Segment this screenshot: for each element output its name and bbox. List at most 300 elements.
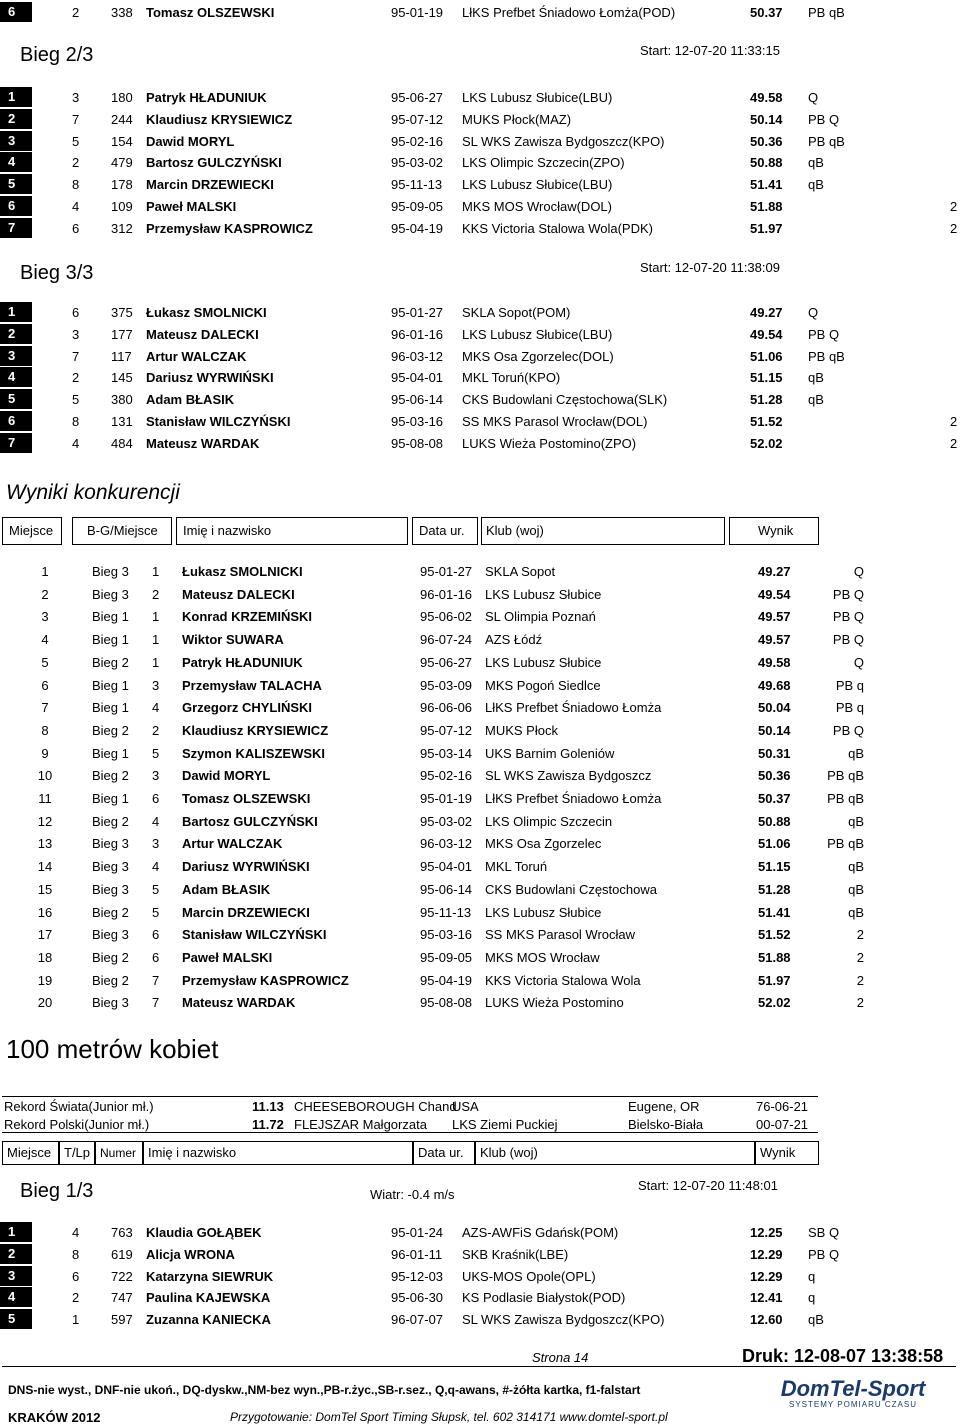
athlete-name: Katarzyna SIEWRUK <box>146 1268 274 1284</box>
birth-date: 95-01-24 <box>391 1225 444 1240</box>
bib-cell: 177 <box>111 326 133 342</box>
place-badge: 2 <box>0 1244 32 1264</box>
place-badge: 1 <box>0 302 32 322</box>
table-row <box>0 992 960 1014</box>
result-cell: 51.15 <box>758 859 791 875</box>
club-cell: LUKS Wieża Postomino <box>485 995 624 1011</box>
athlete-name: Artur WALCZAK <box>146 348 247 364</box>
athlete-name: Bartosz GULCZYŃSKI <box>182 813 318 829</box>
table-row <box>0 652 960 674</box>
club-cell: KS Podlasie Białystok(POD) <box>462 1290 626 1306</box>
qualification-note: q <box>808 1268 816 1284</box>
heat-start-time: Start: 12-07-20 11:48:01 <box>638 1178 778 1193</box>
bib-cell: 380 <box>111 392 133 408</box>
qualification-note: PB Q <box>808 111 840 127</box>
club-cell: MKS Osa Zgorzelec(DOL) <box>462 348 614 364</box>
bib-cell: 338 <box>111 5 133 20</box>
record-label: Rekord Polski(Junior mł.) <box>4 1117 150 1132</box>
result-cell: 51.88 <box>750 199 783 214</box>
bib-cell: 244 <box>111 111 133 127</box>
birth-date: 95-03-14 <box>420 745 473 761</box>
qualification-note: PB Q <box>832 632 864 648</box>
record-date: 00-07-21 <box>756 1117 809 1132</box>
athlete-name: Marcin DRZEWIECKI <box>182 904 310 920</box>
place-cell: 5 <box>41 654 49 670</box>
bib-cell: 763 <box>111 1225 133 1240</box>
lane-cell: 3 <box>72 90 80 105</box>
bib-cell: 375 <box>111 305 133 320</box>
place-cell: 13 <box>37 836 53 852</box>
athlete-name: Adam BŁASIK <box>146 392 235 408</box>
place-cell: 8 <box>41 722 49 738</box>
record-holder: FLEJSZAR Małgorzata <box>294 1117 427 1132</box>
place-badge: 3 <box>0 1266 32 1286</box>
place-cell: 6 <box>41 677 49 693</box>
lane-cell: 7 <box>72 111 80 127</box>
birth-date: 95-06-30 <box>391 1290 444 1306</box>
club-cell: LKS Lubusz Słubice <box>485 586 602 602</box>
place-badge: 5 <box>0 1309 32 1329</box>
table-row <box>0 433 960 455</box>
heat-cell: Bieg 2 <box>92 813 129 829</box>
club-cell: SS MKS Parasol Wrocław <box>485 927 636 943</box>
heat-place-cell: 1 <box>152 632 160 648</box>
athlete-name: Przemysław KASPROWICZ <box>182 972 349 988</box>
record-holder: CHEESEBOROUGH Chand <box>294 1099 457 1114</box>
result-cell: 51.15 <box>750 370 783 386</box>
result-cell: 50.31 <box>758 745 791 761</box>
place-cell: 4 <box>41 632 49 648</box>
qualification-note: PB qB <box>827 836 864 852</box>
birth-date: 95-11-13 <box>391 177 443 193</box>
table-row <box>0 324 960 346</box>
club-cell: SL WKS Zawisza Bydgoszcz(KPO) <box>462 1312 665 1328</box>
result-cell: 52.02 <box>750 435 783 451</box>
result-cell: 49.58 <box>758 654 791 670</box>
result-cell: 50.36 <box>750 133 783 149</box>
table-row <box>0 152 960 174</box>
result-cell: 50.37 <box>758 791 791 806</box>
qualification-note: PB Q <box>832 609 864 625</box>
city-year: KRAKÓW 2012 <box>8 1410 101 1425</box>
lane-cell: 8 <box>72 177 80 193</box>
table-row <box>0 87 960 109</box>
place-badge: 2 <box>0 324 32 344</box>
place-cell: 9 <box>41 745 49 761</box>
record-result: 11.72 <box>252 1117 284 1132</box>
club-cell: SKB Kraśnik(LBE) <box>462 1246 569 1262</box>
bib-cell: 619 <box>111 1246 133 1262</box>
result-cell: 50.14 <box>758 722 791 738</box>
header-place: Miejsce <box>2 517 62 545</box>
place-badge: 5 <box>0 389 32 409</box>
heat-start-time: Start: 12-07-20 11:33:15 <box>640 43 780 58</box>
extra-cell: 2 <box>950 220 958 236</box>
athlete-name: Klaudia GOŁĄBEK <box>146 1225 262 1240</box>
result-cell: 12.41 <box>750 1290 783 1306</box>
extra-cell: 2 <box>950 199 958 214</box>
qualification-note: qB <box>808 370 824 386</box>
birth-date: 95-03-09 <box>420 677 473 693</box>
table-row <box>0 561 960 583</box>
birth-date: 96-07-24 <box>420 632 473 648</box>
table-row <box>0 389 960 411</box>
heat-title: Bieg 3/3 <box>20 262 94 284</box>
print-date: Druk: 12-08-07 13:38:58 <box>742 1346 944 1366</box>
heat-place-cell: 3 <box>152 836 160 852</box>
table-row <box>0 1266 960 1288</box>
table-row <box>0 367 960 389</box>
table-row <box>0 811 960 833</box>
qualification-note: 2 <box>856 927 864 943</box>
result-cell: 51.41 <box>750 177 783 193</box>
athlete-name: Stanisław WILCZYŃSKI <box>182 927 327 943</box>
birth-date: 96-03-12 <box>420 836 473 852</box>
table-row <box>0 697 960 719</box>
heat-cell: Bieg 2 <box>92 972 129 988</box>
birth-date: 95-04-01 <box>391 370 444 386</box>
athlete-name: Dawid MORYL <box>146 133 235 149</box>
place-cell: 15 <box>37 881 53 897</box>
page-number: Strona 14 <box>532 1350 589 1365</box>
birth-date: 95-04-01 <box>420 859 473 875</box>
lane-cell: 1 <box>72 1312 80 1328</box>
qualification-note: Q <box>808 305 819 320</box>
extra-cell: 2 <box>950 414 958 429</box>
birth-date: 95-02-16 <box>420 768 473 784</box>
place-cell: 20 <box>37 995 53 1011</box>
athlete-name: Zuzanna KANIECKA <box>146 1312 271 1328</box>
heat-place-cell: 3 <box>152 677 160 693</box>
header-club: Klub (woj) <box>475 1141 755 1165</box>
result-cell: 51.06 <box>758 836 791 852</box>
place-cell: 18 <box>37 949 53 965</box>
club-cell: LKS Lubusz Słubice <box>485 654 602 670</box>
club-cell: KKS Victoria Stalowa Wola(PDK) <box>462 220 653 236</box>
club-cell: LłKS Prefbet Śniadowo Łomża <box>485 700 662 716</box>
club-cell: SS MKS Parasol Wrocław(DOL) <box>462 414 648 429</box>
result-cell: 51.97 <box>758 972 791 988</box>
birth-date: 95-12-03 <box>391 1268 444 1284</box>
place-cell: 16 <box>37 904 53 920</box>
place-cell: 1 <box>41 564 49 579</box>
birth-date: 95-06-27 <box>391 90 444 105</box>
club-cell: LłKS Prefbet Śniadowo Łomża(POD) <box>462 5 676 20</box>
result-cell: 50.14 <box>750 111 783 127</box>
lane-cell: 6 <box>72 220 80 236</box>
club-cell: SL WKS Zawisza Bydgoszcz(KPO) <box>462 133 665 149</box>
result-cell: 12.29 <box>750 1268 783 1284</box>
result-cell: 51.28 <box>758 881 791 897</box>
club-cell: SKLA Sopot(POM) <box>462 305 571 320</box>
club-cell: CKS Budowlani Częstochowa <box>485 881 657 897</box>
place-cell: 2 <box>41 586 49 602</box>
table-row <box>0 833 960 855</box>
heat-cell: Bieg 1 <box>92 791 129 806</box>
place-badge: 4 <box>0 152 32 172</box>
qualification-note: Q <box>808 90 819 105</box>
place-badge: 3 <box>0 131 32 151</box>
bib-cell: 747 <box>111 1290 133 1306</box>
heat-cell: Bieg 2 <box>92 768 129 784</box>
athlete-name: Paweł MALSKI <box>182 949 273 965</box>
qualification-note: 2 <box>856 972 864 988</box>
birth-date: 95-06-27 <box>420 654 473 670</box>
table-row <box>0 131 960 153</box>
table-row <box>0 2 960 24</box>
place-badge: 6 <box>0 411 32 431</box>
domtel-logo <box>768 1378 938 1409</box>
lane-cell: 8 <box>72 414 80 429</box>
heat-place-cell: 3 <box>152 768 160 784</box>
lane-cell: 5 <box>72 133 80 149</box>
heat-place-cell: 5 <box>152 745 160 761</box>
heat-cell: Bieg 2 <box>92 722 129 738</box>
record-club: LKS Ziemi Puckiej <box>452 1117 558 1132</box>
birth-date: 96-01-16 <box>420 586 473 602</box>
athlete-name: Paweł MALSKI <box>146 199 237 214</box>
birth-date: 96-03-12 <box>391 348 444 364</box>
athlete-name: Dariusz WYRWIŃSKI <box>182 859 310 875</box>
bib-cell: 178 <box>111 177 133 193</box>
birth-date: 95-07-12 <box>391 111 444 127</box>
qualification-note: PB qB <box>827 791 864 806</box>
header-result: Wynik <box>755 1141 819 1165</box>
qualification-note: PB qB <box>808 5 845 20</box>
table-row <box>0 1309 960 1331</box>
birth-date: 95-06-02 <box>420 609 473 625</box>
birth-date: 95-09-05 <box>420 949 473 965</box>
result-cell: 49.54 <box>750 326 783 342</box>
club-cell: MKL Toruń <box>485 859 548 875</box>
extra-cell: 2 <box>950 435 958 451</box>
bib-cell: 597 <box>111 1312 133 1328</box>
place-badge: 6 <box>0 2 32 22</box>
result-cell: 12.60 <box>750 1312 783 1328</box>
birth-date: 95-07-12 <box>420 722 473 738</box>
header-club: Klub (woj) <box>481 517 725 545</box>
result-cell: 51.06 <box>750 348 783 364</box>
table-row <box>0 1244 960 1266</box>
club-cell: MKS Osa Zgorzelec <box>485 836 602 852</box>
birth-date: 95-01-27 <box>391 305 444 320</box>
table-row <box>0 1287 960 1309</box>
heat-place-cell: 2 <box>152 586 160 602</box>
club-cell: LKS Lubusz Słubice <box>485 904 602 920</box>
bib-cell: 145 <box>111 370 133 386</box>
table-row <box>0 629 960 651</box>
heat-cell: Bieg 3 <box>92 836 129 852</box>
place-cell: 12 <box>37 813 53 829</box>
result-cell: 51.52 <box>750 414 783 429</box>
place-badge: 4 <box>0 1287 32 1307</box>
lane-cell: 4 <box>72 1225 80 1240</box>
lane-cell: 7 <box>72 348 80 364</box>
table-row <box>0 924 960 946</box>
lane-cell: 2 <box>72 5 80 20</box>
qualification-note: qB <box>848 904 864 920</box>
qualification-note: PB qB <box>808 133 845 149</box>
table-row <box>0 720 960 742</box>
record-place: Bielsko-Biała <box>628 1117 704 1132</box>
athlete-name: Stanisław WILCZYŃSKI <box>146 414 291 429</box>
prepared-by: Przygotowanie: DomTel Sport Timing Słupsk, tel. 602 314171 www.domtel-sport.pl <box>230 1410 668 1424</box>
club-cell: AZS Łódź <box>485 632 543 648</box>
bib-cell: 312 <box>111 220 133 236</box>
athlete-name: Szymon KALISZEWSKI <box>182 745 326 761</box>
place-cell: 3 <box>41 609 49 625</box>
bib-cell: 109 <box>111 199 133 214</box>
heat-title: Bieg 1/3 <box>20 1180 94 1202</box>
qualification-note: qB <box>808 1312 824 1328</box>
record-club: USA <box>452 1099 479 1114</box>
heat-place-cell: 1 <box>152 654 160 670</box>
birth-date: 95-04-19 <box>391 220 444 236</box>
record-result: 11.13 <box>252 1099 284 1114</box>
result-cell: 50.04 <box>758 700 791 716</box>
athlete-name: Mateusz DALECKI <box>146 326 259 342</box>
result-cell: 50.37 <box>750 5 783 20</box>
athlete-name: Mateusz WARDAK <box>182 995 296 1011</box>
birth-date: 96-06-06 <box>420 700 473 716</box>
athlete-name: Tomasz OLSZEWSKI <box>146 5 275 20</box>
table-row <box>0 902 960 924</box>
header-result: Wynik <box>729 517 819 545</box>
birth-date: 96-01-11 <box>391 1246 443 1262</box>
header-name: Imię i nazwisko <box>176 517 408 545</box>
place-badge: 3 <box>0 346 32 366</box>
club-cell: LKS Lubusz Słubice(LBU) <box>462 326 613 342</box>
bib-cell: 154 <box>111 133 133 149</box>
bib-cell: 131 <box>111 414 133 429</box>
result-cell: 51.97 <box>750 220 783 236</box>
table-row <box>0 196 960 218</box>
athlete-name: Konrad KRZEMIŃSKI <box>182 609 312 625</box>
header-dob: Data ur. <box>413 1141 475 1165</box>
heat-cell: Bieg 3 <box>92 881 129 897</box>
birth-date: 95-11-13 <box>420 904 472 920</box>
qualification-note: 2 <box>856 995 864 1011</box>
birth-date: 96-01-16 <box>391 326 444 342</box>
athlete-name: Patryk HŁADUNIUK <box>182 654 303 670</box>
qualification-note: qB <box>808 392 824 408</box>
lane-cell: 5 <box>72 392 80 408</box>
section-title: Wyniki konkurencji <box>6 481 180 504</box>
club-cell: SL WKS Zawisza Bydgoszcz <box>485 768 652 784</box>
table-row <box>0 606 960 628</box>
result-cell: 49.54 <box>758 586 791 602</box>
table-row <box>0 584 960 606</box>
club-cell: CKS Budowlani Częstochowa(SLK) <box>462 392 668 408</box>
qualification-note: PB qB <box>808 348 845 364</box>
qualification-note: PB Q <box>832 586 864 602</box>
qualification-note: qB <box>808 177 824 193</box>
club-cell: MKS MOS Wrocław(DOL) <box>462 199 612 214</box>
record-date: 76-06-21 <box>756 1099 809 1114</box>
birth-date: 95-02-16 <box>391 133 444 149</box>
athlete-name: Marcin DRZEWIECKI <box>146 177 274 193</box>
qualification-note: Q <box>853 564 864 579</box>
result-cell: 49.57 <box>758 609 791 625</box>
heat-title: Bieg 2/3 <box>20 44 94 66</box>
result-cell: 12.25 <box>750 1225 783 1240</box>
birth-date: 95-03-02 <box>391 155 444 171</box>
table-row <box>0 743 960 765</box>
athlete-name: Artur WALCZAK <box>182 836 283 852</box>
qualification-note: q <box>808 1290 816 1306</box>
athlete-name: Patryk HŁADUNIUK <box>146 90 267 105</box>
athlete-name: Mateusz WARDAK <box>146 435 260 451</box>
heat-place-cell: 7 <box>152 995 160 1011</box>
bib-cell: 479 <box>111 155 133 171</box>
birth-date: 95-06-14 <box>391 392 444 408</box>
heat-place-cell: 1 <box>152 609 160 625</box>
record-place: Eugene, OR <box>628 1099 700 1114</box>
athlete-name: Przemysław TALACHA <box>182 677 322 693</box>
athlete-name: Łukasz SMOLNICKI <box>146 305 267 320</box>
club-cell: LKS Olimpic Szczecin <box>485 813 613 829</box>
qualification-note: SB Q <box>808 1225 840 1240</box>
heat-place-cell: 4 <box>152 859 160 875</box>
qualification-note: PB q <box>835 677 864 693</box>
athlete-name: Klaudiusz KRYSIEWICZ <box>146 111 293 127</box>
club-cell: MKS MOS Wrocław <box>485 949 600 965</box>
result-cell: 51.52 <box>758 927 791 943</box>
athlete-name: Paulina KAJEWSKA <box>146 1290 271 1306</box>
qualification-note: PB q <box>835 700 864 716</box>
place-cell: 11 <box>38 791 52 806</box>
qualification-note: PB Q <box>832 722 864 738</box>
result-cell: 50.36 <box>758 768 791 784</box>
birth-date: 95-03-16 <box>391 414 444 429</box>
club-cell: LKS Lubusz Słubice(LBU) <box>462 90 613 105</box>
heat-cell: Bieg 2 <box>92 654 129 670</box>
heat-place-cell: 1 <box>152 564 160 579</box>
result-cell: 50.88 <box>758 813 791 829</box>
heat-place-cell: 5 <box>152 881 160 897</box>
club-cell: MUKS Płock <box>485 722 558 738</box>
place-badge: 6 <box>0 196 32 216</box>
heat-place-cell: 2 <box>152 722 160 738</box>
athlete-name: Adam BŁASIK <box>182 881 271 897</box>
table-row <box>0 788 960 810</box>
table-row <box>0 1222 960 1244</box>
athlete-name: Mateusz DALECKI <box>182 586 295 602</box>
athlete-name: Dariusz WYRWIŃSKI <box>146 370 274 386</box>
club-cell: MUKS Płock(MAZ) <box>462 111 572 127</box>
qualification-note: qB <box>848 859 864 875</box>
club-cell: AZS-AWFiS Gdańsk(POM) <box>462 1225 619 1240</box>
club-cell: MKS Pogoń Siedlce <box>485 677 601 693</box>
result-cell: 49.27 <box>758 564 791 579</box>
birth-date: 95-03-16 <box>420 927 473 943</box>
club-cell: LUKS Wieża Postomino(ZPO) <box>462 435 637 451</box>
lane-cell: 4 <box>72 199 80 214</box>
heat-place-cell: 6 <box>152 791 160 806</box>
place-badge: 7 <box>0 433 32 453</box>
athlete-name: Bartosz GULCZYŃSKI <box>146 155 282 171</box>
athlete-name: Łukasz SMOLNICKI <box>182 564 303 579</box>
heat-cell: Bieg 1 <box>92 677 129 693</box>
athlete-name: Grzegorz CHYLIŃSKI <box>182 700 313 716</box>
heat-place-cell: 5 <box>152 904 160 920</box>
lane-cell: 3 <box>72 326 80 342</box>
bib-cell: 722 <box>111 1268 133 1284</box>
lane-cell: 2 <box>72 370 80 386</box>
heat-place-cell: 4 <box>152 700 160 716</box>
place-badge: 2 <box>0 109 32 129</box>
place-badge: 1 <box>0 1222 32 1242</box>
